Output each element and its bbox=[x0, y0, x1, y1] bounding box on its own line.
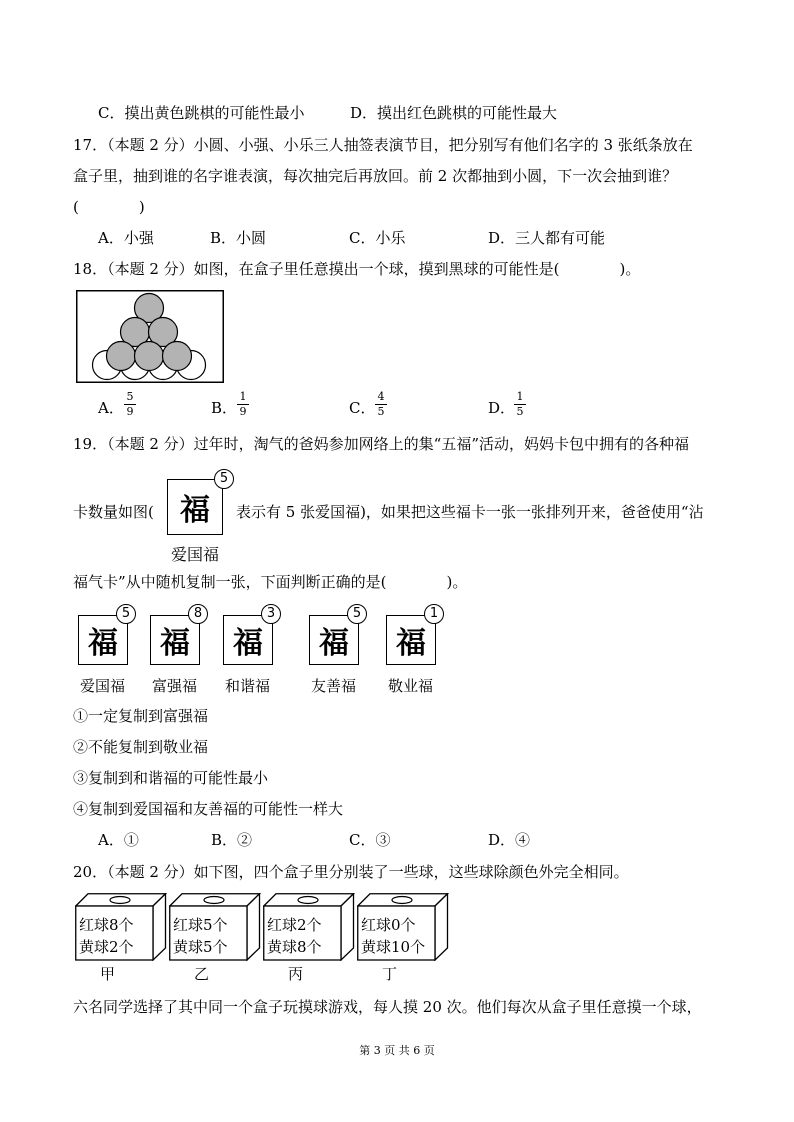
gray-ball bbox=[135, 342, 164, 371]
fu-glyph: 福 bbox=[319, 626, 349, 661]
q19-statement-2: ②不能复制到敬业福 bbox=[73, 738, 209, 756]
q18-line1: 18．（本题 2 分）如图，在盒子里任意摸出一个球，摸到黑球的可能性是( )。 bbox=[73, 260, 641, 278]
fu-glyph: 福 bbox=[396, 626, 426, 661]
q19-line1: 19．（本题 2 分）过年时，淘气的爸妈参加网络上的集“五福”活动，妈妈卡包中拥有的各种福 bbox=[73, 435, 690, 453]
q20-line1: 20．（本题 2 分）如下图，四个盒子里分别装了一些球，这些球除颜色外完全相同。 bbox=[73, 863, 629, 881]
box-yellow-count: 黄球8个 bbox=[267, 938, 322, 956]
q19-example-count-badge: 5 bbox=[214, 469, 234, 489]
fu-card-label: 和谐福 bbox=[225, 677, 271, 695]
fu-card-label: 爱国福 bbox=[80, 677, 126, 695]
box-yellow-count: 黄球2个 bbox=[79, 938, 134, 956]
q17-answer-blank: ( ) bbox=[73, 198, 145, 216]
q17-option-a: A．小强 bbox=[98, 229, 154, 247]
q17-line2: 盒子里，抽到谁的名字谁表演，每次抽完后再放回。前 2 次都抽到小圆，下一次会抽到谁？ bbox=[73, 167, 678, 185]
q16-option-d: D．摸出红色跳棋的可能性最大 bbox=[350, 104, 558, 122]
q18-option-a-fraction: $\frac{5}{9}$ bbox=[124, 391, 136, 418]
q19-statement-1: ①一定复制到富强福 bbox=[73, 707, 209, 725]
q17-option-d: D．三人都有可能 bbox=[488, 229, 606, 247]
q19-statement-4: ④复制到爱国福和友善福的可能性一样大 bbox=[73, 800, 344, 818]
q19-statement-3: ③复制到和谐福的可能性最小 bbox=[73, 769, 269, 787]
q18-option-a-label: A． bbox=[98, 399, 124, 417]
box-red-count: 红球5个 bbox=[173, 916, 228, 934]
box-name: 乙 bbox=[194, 965, 210, 983]
q16-option-c: C．摸出黄色跳棋的可能性最小 bbox=[98, 104, 305, 122]
gray-ball bbox=[107, 342, 136, 371]
fu-card-label: 友善福 bbox=[311, 677, 357, 695]
box-red-count: 红球8个 bbox=[79, 916, 134, 934]
q19-example-fu-card bbox=[167, 479, 223, 535]
fu-glyph: 福 bbox=[160, 626, 190, 661]
q17-option-c: C．小乐 bbox=[349, 229, 406, 247]
q19-option-a: A．① bbox=[98, 831, 139, 849]
q17-option-b: B．小圆 bbox=[210, 229, 267, 247]
fu-card-count-badge: 3 bbox=[261, 604, 281, 624]
q19-example-card-label: 爱国福 bbox=[171, 545, 220, 564]
page-footer: 第 3 页 共 6 页 bbox=[359, 1044, 435, 1057]
q19-line2-post: 表示有 5 张爱国福)，如果把这些福卡一张一张排列开来，爸爸使用“沾 bbox=[236, 503, 704, 521]
fu-glyph: 福 bbox=[88, 626, 118, 661]
q19-line3: 福气卡”从中随机复制一张，下面判断正确的是( )。 bbox=[73, 573, 468, 591]
box-yellow-count: 黄球10个 bbox=[361, 938, 426, 956]
q19-option-b: B．② bbox=[211, 831, 253, 849]
q17-line1: 17．（本题 2 分）小圆、小强、小乐三人抽签表演节目，把分别写有他们名字的 3 张纸条放在 bbox=[73, 136, 693, 154]
box-yellow-count: 黄球5个 bbox=[173, 938, 228, 956]
q18-option-c-label: C． bbox=[349, 399, 376, 417]
fu-card-label: 富强福 bbox=[152, 677, 198, 695]
q18-option-c-fraction: $\frac{4}{5}$ bbox=[375, 391, 387, 418]
q20-line2: 六名同学选择了其中同一个盒子玩摸球游戏，每人摸 20 次。他们每次从盒子里任意摸一个球， bbox=[73, 998, 702, 1016]
q18-ball-box-figure bbox=[76, 290, 224, 383]
fu-card-count-badge: 8 bbox=[188, 604, 208, 624]
fu-card-count-badge: 5 bbox=[116, 604, 136, 624]
fu-card-label: 敬业福 bbox=[388, 677, 434, 695]
q18-option-b-label: B． bbox=[211, 399, 238, 417]
q19-option-c: C．③ bbox=[349, 831, 391, 849]
box-red-count: 红球0个 bbox=[361, 916, 416, 934]
q18-option-d-label: D． bbox=[488, 399, 516, 417]
q19-line2-pre: 卡数量如图( bbox=[73, 503, 154, 521]
q19-option-d: D．④ bbox=[488, 831, 531, 849]
fu-card-count-badge: 5 bbox=[347, 604, 367, 624]
box-name: 丁 bbox=[382, 965, 398, 983]
fu-card-count-badge: 1 bbox=[424, 604, 444, 624]
box-name: 丙 bbox=[288, 965, 304, 983]
gray-ball bbox=[163, 342, 192, 371]
q18-option-b-fraction: $\frac{1}{9}$ bbox=[237, 391, 249, 418]
fu-glyph: 福 bbox=[180, 493, 210, 528]
fu-glyph: 福 bbox=[233, 626, 263, 661]
box-red-count: 红球2个 bbox=[267, 916, 322, 934]
box-name: 甲 bbox=[100, 965, 116, 983]
q18-option-d-fraction: $\frac{1}{5}$ bbox=[514, 391, 526, 418]
